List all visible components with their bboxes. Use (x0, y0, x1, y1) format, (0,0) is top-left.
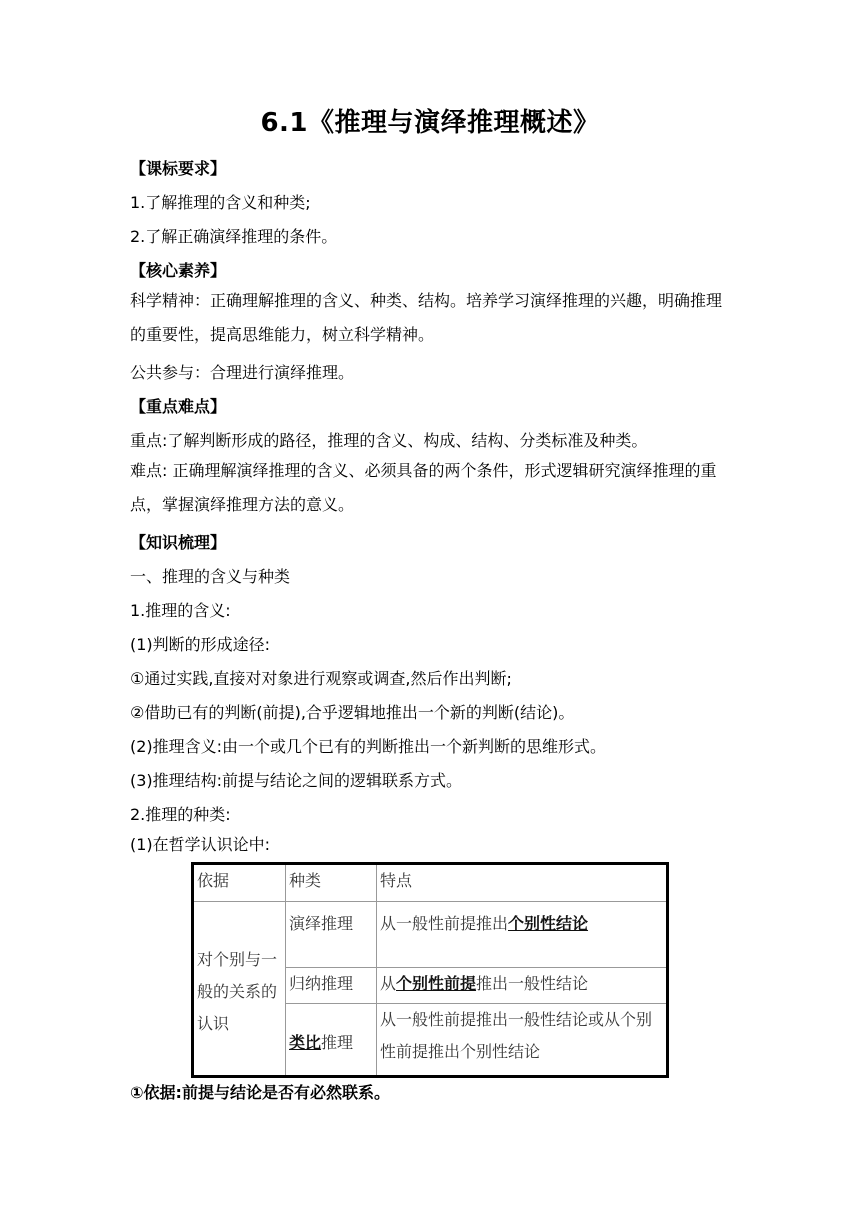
kind-cell (286, 968, 377, 1004)
knowledge-line: ①通过实践,直接对对象进行观察或调查,然后作出判断; (130, 669, 512, 688)
difficulty-paragraph: 难点: 正确理解演绎推理的含义、必须具备的两个条件，形式逻辑研究演绎推理的重点，掌握演绎推理方法的意义。 (130, 461, 717, 514)
core-paragraph: 科学精神：正确理解推理的含义、种类、结构。培养学习演绎推理的兴趣，明确推理的重要性，提高思维能力，树立科学精神。 (130, 291, 723, 344)
kind-text: 归纳推理 (289, 974, 354, 993)
underlined-keyword: 个别性前提 (396, 974, 477, 993)
kind-cell (286, 1004, 377, 1077)
feature-cell (377, 968, 668, 1004)
reasoning-types-table (191, 862, 669, 1078)
kind-text: 推理 (321, 1032, 354, 1052)
page-title: 6.1《推理与演绎推理概述》 (260, 108, 600, 138)
core-paragraph: 公共参与：合理进行演绎推理。 (130, 363, 355, 382)
knowledge-line: (3)推理结构:前提与结论之间的逻辑联系方式。 (130, 771, 463, 790)
feature-text: 推出一般性结论 (476, 974, 589, 993)
table-row (193, 902, 668, 968)
knowledge-line: (2)推理含义:由一个或几个已有的判断推出一个新判断的思维形式。 (130, 737, 607, 756)
feature-cell (377, 1004, 668, 1077)
section-heading-key-points: 【重点难点】 (130, 397, 227, 416)
feature-text: 从一般性前提推出一般性结论或从个别性前提推出个别性结论 (380, 1010, 653, 1061)
requirement-item: 2.了解正确演绎推理的条件。 (130, 227, 338, 246)
key-point-paragraph: 重点:了解判断形成的路径，推理的含义、构成、结构、分类标准及种类。 (130, 431, 648, 450)
table-header-cell: 种类 (286, 864, 377, 902)
table-header-cell: 依据 (193, 864, 286, 902)
knowledge-line: 一、推理的含义与种类 (130, 567, 291, 586)
knowledge-line: ②借助已有的判断(前提),合乎逻辑地推出一个新的判断(结论)。 (130, 703, 575, 722)
basis-cell: 对个别与一般的关系的认识 (193, 902, 286, 1077)
table-header-cell: 特点 (377, 864, 668, 902)
kind-text: 演绎推理 (289, 914, 354, 933)
knowledge-line: (1)在哲学认识论中: (130, 835, 271, 854)
feature-cell (377, 902, 668, 968)
underlined-keyword: 个别性结论 (508, 914, 589, 933)
table-header-row (193, 864, 668, 902)
feature-text: 从 (380, 974, 397, 993)
knowledge-line: ①依据:前提与结论是否有必然联系。 (130, 1083, 390, 1102)
section-heading-requirements: 【课标要求】 (130, 159, 227, 178)
knowledge-line: 1.推理的含义: (130, 601, 231, 620)
requirement-item: 1.了解推理的含义和种类; (130, 193, 311, 212)
section-heading-core: 【核心素养】 (130, 261, 227, 280)
knowledge-line: 2.推理的种类: (130, 805, 231, 824)
kind-cell (286, 902, 377, 968)
section-heading-knowledge: 【知识梳理】 (130, 533, 227, 552)
feature-text: 从一般性前提推出 (380, 914, 509, 933)
underlined-keyword: 类比 (289, 1032, 322, 1052)
knowledge-line: (1)判断的形成途径: (130, 635, 271, 654)
